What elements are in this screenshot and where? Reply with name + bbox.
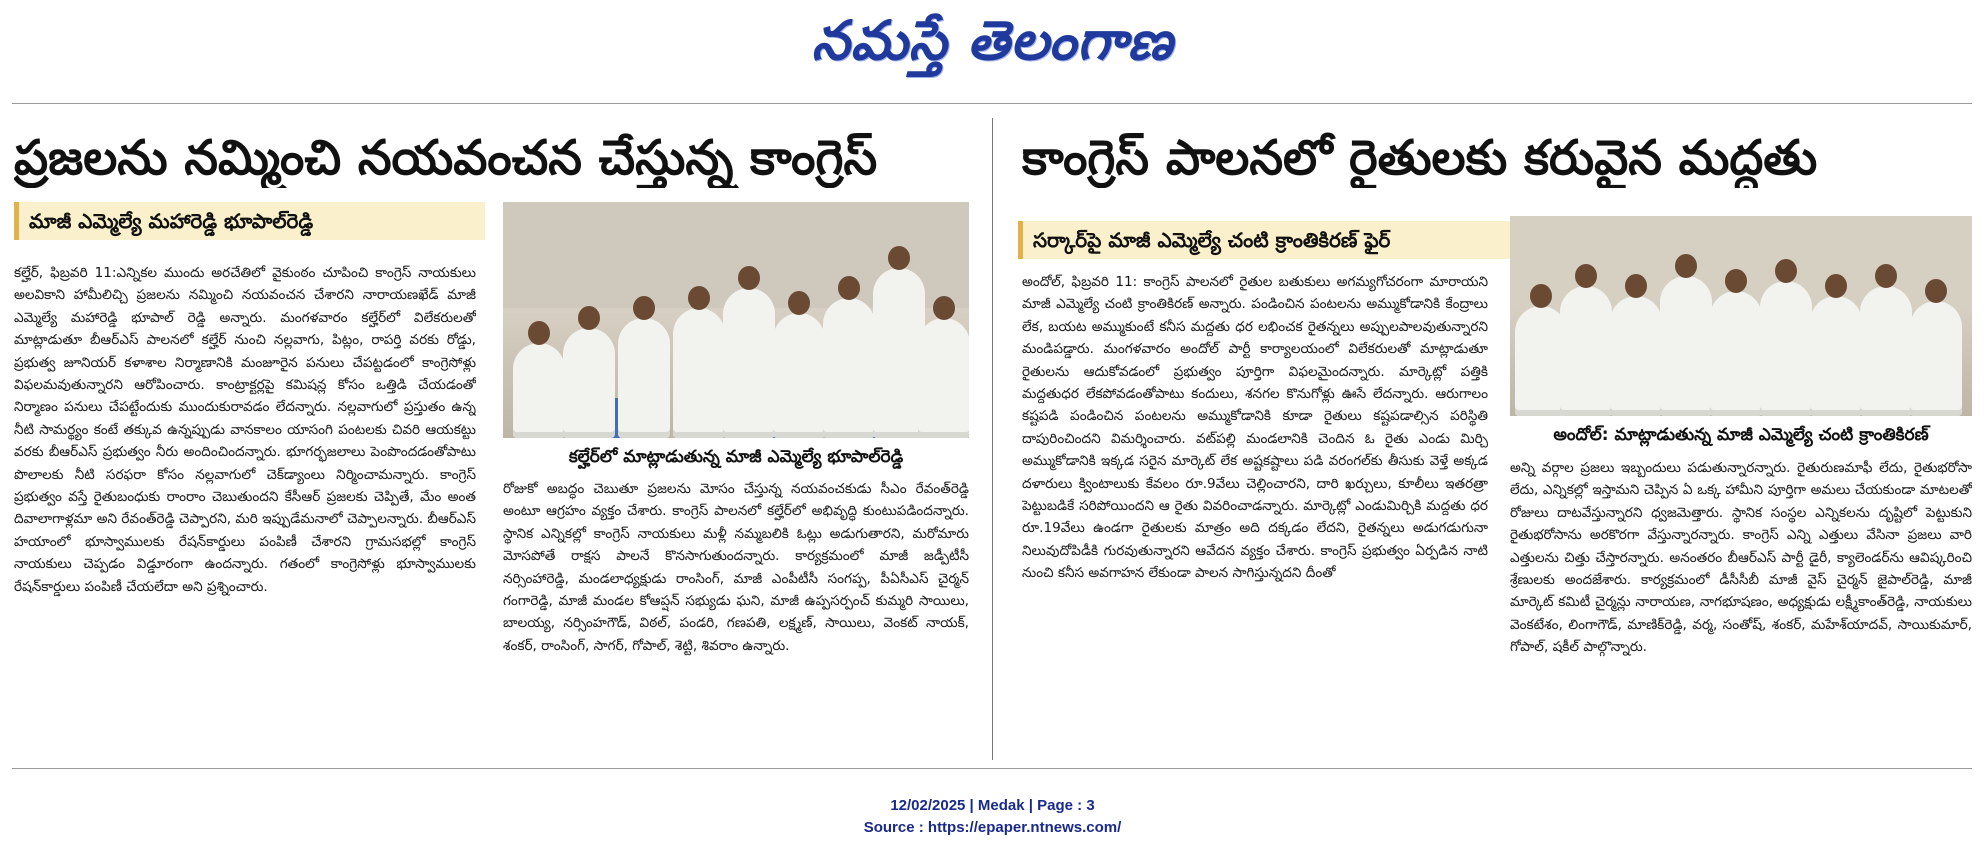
right-subhead: సర్కార్‌పై మాజీ ఎమ్మెల్యే చంటి క్రాంతికిరణ్ ఫైర్ bbox=[1018, 221, 1511, 259]
newspaper-title: నమస్తే తెలంగాణ bbox=[811, 8, 1174, 72]
left-headline: ప్రజలను నమ్మించి నయవంచన చేస్తున్న కాంగ్రెస్ bbox=[14, 130, 878, 186]
left-subhead: మాజీ ఎమ్మెల్యే మహారెడ్డి భూపాల్‌రెడ్డి bbox=[14, 202, 485, 240]
left-article-column-2 bbox=[503, 478, 969, 762]
footer-divider bbox=[12, 768, 1972, 769]
footer-date-edition: 12/02/2025 | Medak | Page : 3 bbox=[890, 797, 1095, 814]
left-article-photo bbox=[503, 202, 969, 438]
right-article-text-2: అన్ని వర్గాల ప్రజలు ఇబ్బందులు పడుతున్నారన్నారు. రైతురుణమాఫీ లేదు, రైతుభరోసా లేదు, ఎన్నికల్లో ఇస్తామని చెప్పిన ఏ ఒక్క హామీని పూర్తిగా అమలు చేయకుండా మాటలతో రోజులు దాటవేస్తున్నారని ధ్వజమెత్తారు. స్థానిక సంస్థల ఎన్నికలను దృష్టిలో పెట్టుకుని రైతుభరోసాను అరకొరగా వేస్తున్నారన్నారు. కాంగ్రెస్ ఎన్ని ఎత్తులు వేసినా ప్రజలు వారి ఎత్తులను చిత్తు చేస్తారన్నారు. అనంతరం బీఆర్ఎస్ పార్టీ డైరీ, క్యాలెండర్‌ను ఆవిష్కరించి శ్రేణులకు అందజేశారు. కార్యక్రమంలో డీసీసీబీ మాజీ వైస్ చైర్మన్ జైపాల్‌రెడ్డి, మాజీ మార్కెట్ కమిటీ చైర్మన్లు నారాయణ, నాగభూషణం, అధ్యక్షుడు లక్ష్మీకాంత్‌రెడ్డి, నాయకులు వెంకటేశం, లింగాగౌడ్, మాణిక్‌రెడ్డి, వర్మ, సంతోష్, శంకర్, మహేశ్‌యాదవ్, సాయికుమార్, గోపాల్, షకీల్ పాల్గొన్నారు. bbox=[1510, 460, 1972, 656]
right-article-text-1: అందోల్, ఫిబ్రవరి 11: కాంగ్రెస్ పాలనలో రైతుల బతుకులు అగమ్యగోచరంగా మారాయని మాజీ ఎమ్మెల్యే చంటి క్రాంతికిరణ్ అన్నారు. పండించిన పంటలను అమ్ముకోడానికి కేంద్రాలు లేక, బయట అమ్ముకుంటే కనీస మద్దతు ధర లభించక రైతన్నలు అప్పులపాలవుతున్నారని మండిపడ్డారు. మంగళవారం అందోల్ పార్టీ కార్యాలయంలో విలేకరులతో మాట్లాడుతూ రైతులను ఆదుకోవడంలో ప్రభుత్వం పూర్తిగా విఫలమైందన్నారు. మార్కెట్లో పత్తికి మద్దతుధర లేకపోవడంతోపాటు కందులు, శనగల కొనుగోళ్లు ఊసే లేదన్నారు. ఆరుగాలం కష్టపడి పండించిన పంటలను అమ్ముకోడానికి కూడా రైతులు కష్టపడాల్సిన పరిస్థితి దాపురించిందని విమర్శించారు. వట్‌పల్లి మండలానికి చెందిన ఓ రైతు ఎండు మిర్చి అమ్ముకోడానికి ఇక్కడ సరైన మార్కెట్ లేక అష్టకష్టాలు పడి వరంగల్‌కు తీసుకు వెళ్తే అక్కడ దళారులు క్వింటాలుకు కేవలం రూ.9వేలు చెల్లించారని, దారి ఖర్చులు, కూలీలు ఇతరత్రా పెట్టుబడికే సరిపోయిందని ఆ రైతు వివరించాడన్నారు. మార్కెట్లో ఎండుమిర్చికి మద్దతు ధర రూ.19వేలు ఉండగా రైతులకు మాత్రం అది దక్కడం లేదని, రైతన్నలు అడుగడుగునా నిలువుదోపిడీకి గురవుతున్నారని ఆవేదన వ్యక్తం చేశారు. కాంగ్రెస్ ప్రభుత్వం ఏర్పడిన నాటి నుంచి కనీస అవగాహన లేకుండా పాలన సాగిస్తున్నదని దీంతో bbox=[1022, 274, 1488, 582]
footer-source-link[interactable]: Source : https://epaper.ntnews.com/ bbox=[863, 819, 1122, 836]
right-article-column-2 bbox=[1510, 457, 1972, 762]
right-headline: కాంగ్రెస్ పాలనలో రైతులకు కరువైన మద్దతు bbox=[1022, 130, 1818, 186]
header-divider bbox=[12, 103, 1972, 104]
right-article-photo bbox=[1510, 216, 1972, 416]
column-divider bbox=[992, 118, 993, 760]
masthead bbox=[0, 8, 1985, 78]
right-article-column-1 bbox=[1022, 271, 1488, 762]
left-article-text-2: రోజుకో అబద్ధం చెబుతూ ప్రజలను మోసం చేస్తున్న నయవంచకుడు సీఎం రేవంత్‌రెడ్డి అంటూ ఆగ్రహం వ్యక్తం చేశారు. కాంగ్రెస్ పాలనలో కల్హేర్‌లో అభివృద్ధి కుంటుపడిందన్నారు. స్థానిక ఎన్నికల్లో కాంగ్రెస్ నాయకులు మళ్లీ నమ్మబలికి ఓట్లు అడుగుతారని, మరోమారు మోసపోతే రాక్షస పాలనే కొనసాగుతుందన్నారు. కార్యక్రమంలో మాజీ జడ్పీటీసీ నర్సింహారెడ్డి, మండలాధ్యక్షుడు రాంసింగ్, మాజీ ఎంపీటీసీ సంగప్ప, పీఏసీఎస్ చైర్మన్ గంగారెడ్డి, మాజీ మండల కోఆప్షన్ సభ్యుడు ఘని, మాజీ ఉప్పసర్పంచ్ కుమ్మరి సాయిలు, బాలయ్య, నర్సింహగౌడ్, విఠల్, పండరి, గణపతి, లక్ష్మణ్, సాయిలు, వెంకట్ నాయక్, శంకర్, రాంసింగ్, సాగర్, గోపాల్, శెట్టి, శివరాం ఉన్నారు. bbox=[503, 481, 969, 654]
left-article-text-1: కల్హేర్, ఫిబ్రవరి 11:ఎన్నికల ముందు అరచేతిలో వైకుంఠం చూపించి కాంగ్రెస్ నాయకులు అలవికాని హామీలిచ్చి ప్రజలను నమ్మించి నయవంచన చేశారని నారాయణఖేడ్ మాజీ ఎమ్మెల్యే మహారెడ్డి భూపాల్ రెడ్డి అన్నారు. మంగళవారం కల్హేర్‌లో విలేకరులతో మాట్లాడుతూ బీఆర్ఎస్ పాలనలో కల్హేర్ నుంచి నల్లవాగు, పిట్లం, రాపర్తి వరకు రోడ్డు, ప్రభుత్వ జూనియర్ కళాశాల నిర్మాణానికి మంజూరైన పనులు చేపట్టడంలో కాంగ్రెసోళ్లు విఫలమవుతున్నారని ఆరోపించారు. కాంట్రాక్టర్లపై కమిషన్ల కోసం ఒత్తిడి చేయడంతో నిర్మాణం పనులు చేపట్టేందుకు ముందుకురావడం లేదన్నారు. నల్లవాగులో ప్రస్తుతం ఉన్న నీటి సామర్థ్యం కంటే తక్కువ ఉన్నప్పుడు వానకాలం యాసంగి పంటలకు చివరి ఆయకట్టు వరకు బీఆర్ఎస్ ప్రభుత్వం నీరు అందించిందన్నారు. భూగర్భజలాలు పెంపొందడంతోపాటు పొలాలకు నీటి సరఫరా కోసం నల్లవాగులో చెక్‌డ్యాంలు నిర్మించామన్నారు. కాంగ్రెస్ ప్రభుత్వం వస్తే రైతుబంధుకు రాంరాం చెబుతుందని కేసీఆర్ ప్రజలకు చెప్పితే, మేం అంత దివాలాగాళ్లమా అని రేవంత్‌రెడ్డి చెప్పారని, మరి ఇప్పుడేమనాలో చెప్పాలన్నారు. బీఆర్ఎస్ హయాంలో భూస్వాములకు రేషన్‌కార్డులు పంపిణీ చేశారని గ్రామసభల్లో కాంగ్రెస్ నాయకులు చెప్పడం విడ్డూరంగా ఉందన్నారు. గతంలో కాంగ్రెసోళ్లు భూస్వాములకు రేషన్‌కార్డులు పంపిణీ చేయలేదా అని ప్రశ్నించారు. bbox=[14, 265, 476, 595]
right-photo-caption: అందోల్: మాట్లాడుతున్న మాజీ ఎమ్మెల్యే చంటి క్రాంతికిరణ్ bbox=[1553, 425, 1929, 445]
left-article-column-1 bbox=[14, 262, 476, 762]
left-photo-caption: కల్హేర్‌లో మాట్లాడుతున్న మాజీ ఎమ్మెల్యే భూపాల్‌రెడ్డి bbox=[568, 447, 904, 467]
